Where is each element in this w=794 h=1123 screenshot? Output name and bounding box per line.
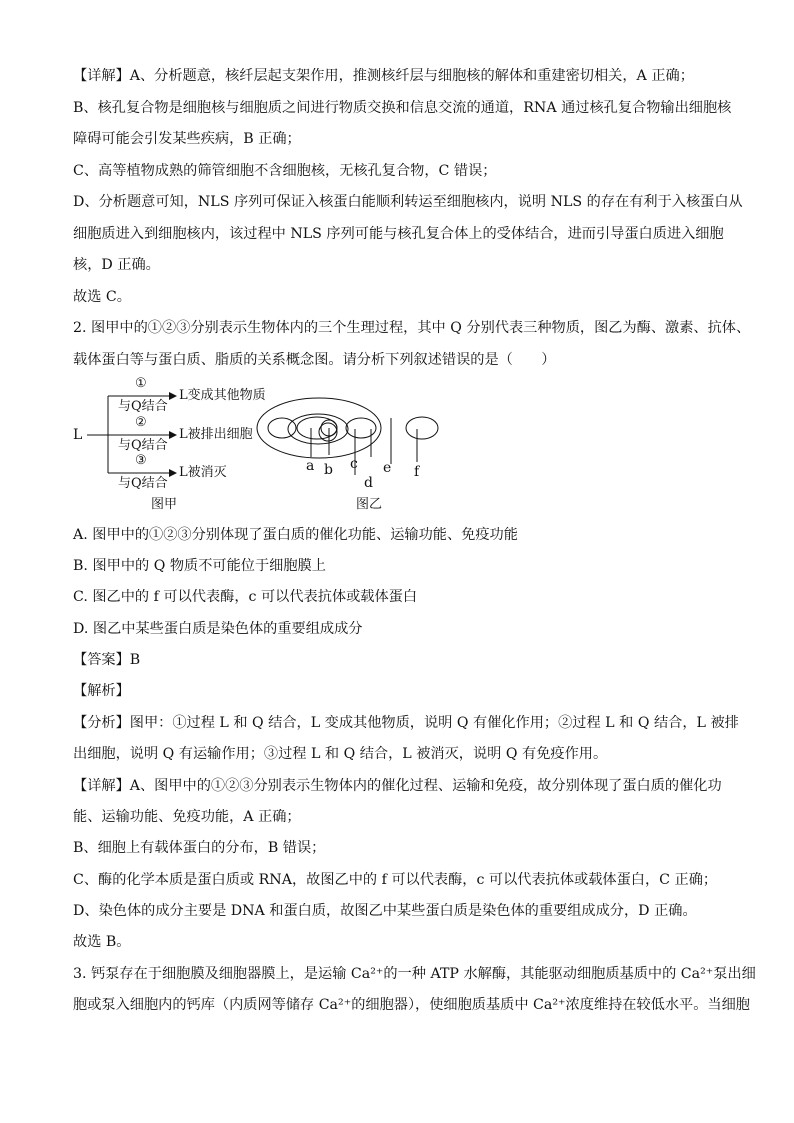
fig-jia-cond-1: 与Q结合 (118, 399, 168, 414)
q2-detail-a-line2: 能、运输功能、免疫功能，A 正确； (73, 809, 301, 825)
q2-analysis-title: 【解析】 (73, 683, 130, 699)
fig-yi-label-b: b (324, 462, 333, 478)
q2-option-b: B. 图甲中的 Q 物质不可能位于细胞膜上 (73, 558, 326, 574)
q2-stem-line1: 2. 图甲中的①②③分别表示生物体内的三个生理过程，其中 Q 分别代表三种物质，图乙为酶、激素、抗体、 (73, 320, 751, 336)
arrowhead-1 (169, 392, 177, 400)
fig-yi-label-c: c (350, 456, 358, 472)
detail-d-line2: 细胞质进入到细胞核内，该过程中 NLS 序列可能与核孔复合体上的受体结合，进而引导蛋白质进入细胞 (73, 226, 724, 242)
choose-answer-1: 故选 C。 (73, 289, 131, 305)
q3-stem-line1: 3. 钙泵存在于细胞膜及细胞器膜上，是运输 Ca²⁺的一种 ATP 水解酶，其能驱动细胞质基质中的 Ca²⁺泵出细 (73, 966, 756, 982)
q2-option-c: C. 图乙中的 f 可以代表酶，c 可以代表抗体或载体蛋白 (73, 589, 418, 605)
detail-d-line3: 核，D 正确。 (73, 257, 160, 273)
arrowhead-2 (169, 431, 177, 439)
fig-yi-label-e: e (383, 460, 392, 476)
fig-yi-caption: 图乙 (356, 497, 383, 512)
q2-figures (73, 372, 473, 522)
detail-a: 【详解】A、分析题意，核纤层起支架作用，推测核纤层与细胞核的解体和重建密切相关，A 正确； (73, 68, 694, 84)
fig-yi-label-d: d (364, 475, 373, 491)
q2-answer: 【答案】B (73, 652, 141, 668)
fig-jia-result-1: L变成其他物质 (179, 388, 266, 403)
detail-b-line1: B、核孔复合物是细胞核与细胞质之间进行物质交换和信息交流的通道，RNA 通过核孔复合物输出细胞核 (73, 100, 732, 116)
fig-jia-cond-3: 与Q结合 (118, 476, 168, 491)
fig-jia-num-3: ③ (135, 453, 147, 468)
q2-analysis-line2: 出细胞，说明 Q 有运输作用；③过程 L 和 Q 结合，L 被消灭，说明 Q 有免疫作用。 (73, 746, 608, 762)
q2-analysis-line1: 【分析】图甲：①过程 L 和 Q 结合，L 变成其他物质，说明 Q 有催化作用；②过程 L 和 Q 结合，L 被排 (73, 715, 739, 731)
fig-yi-label-a: a (306, 458, 315, 474)
fig-jia-num-1: ① (135, 376, 147, 391)
q2-detail-c: C、酶的化学本质是蛋白质或 RNA，故图乙中的 f 可以代表酶，c 可以代表抗体或载体蛋白，C 正确； (73, 872, 718, 888)
q2-option-d: D. 图乙中某些蛋白质是染色体的重要组成成分 (73, 621, 363, 637)
detail-d-line1: D、分析题意可知，NLS 序列可保证入核蛋白能顺利转运至细胞核内，说明 NLS 的存在有利于入核蛋白从 (73, 194, 743, 210)
q2-detail-b: B、细胞上有载体蛋白的分布，B 错误； (73, 840, 326, 856)
detail-c: C、高等植物成熟的筛管细胞不含细胞核，无核孔复合物，C 错误； (73, 163, 497, 179)
q2-option-a: A. 图甲中的①②③分别体现了蛋白质的催化功能、运输功能、免疫功能 (73, 527, 518, 543)
q2-choose: 故选 B。 (73, 934, 131, 950)
fig-jia-result-2: L被排出细胞 (179, 427, 253, 442)
q2-stem-line2: 载体蛋白等与蛋白质、脂质的关系概念图。请分析下列叙述错误的是（ ） (73, 352, 556, 368)
fig-jia-caption: 图甲 (151, 497, 178, 512)
detail-b-line2: 障碍可能会引发某些疾病，B 正确； (73, 131, 301, 147)
q2-detail-a-line1: 【详解】A、图甲中的①②③分别表示生物体内的催化过程、运输和免疫，故分别体现了蛋白质的催化功 (73, 778, 722, 794)
fig-jia-result-3: L被消灭 (179, 465, 227, 480)
fig-jia-num-2: ② (135, 415, 147, 430)
q2-detail-d: D、染色体的成分主要是 DNA 和蛋白质，故图乙中某些蛋白质是染色体的重要组成成分，D 正确。 (73, 903, 697, 919)
fig-jia-start: L (73, 427, 83, 443)
arrowhead-3 (169, 469, 177, 477)
fig-yi-label-f: f (414, 464, 420, 480)
q3-stem-line2: 胞或泵入细胞内的钙库（内质网等储存 Ca²⁺的细胞器），使细胞质基质中 Ca²⁺浓度维持在较低水平。当细胞 (73, 997, 750, 1013)
fig-jia-cond-2: 与Q结合 (118, 438, 168, 453)
